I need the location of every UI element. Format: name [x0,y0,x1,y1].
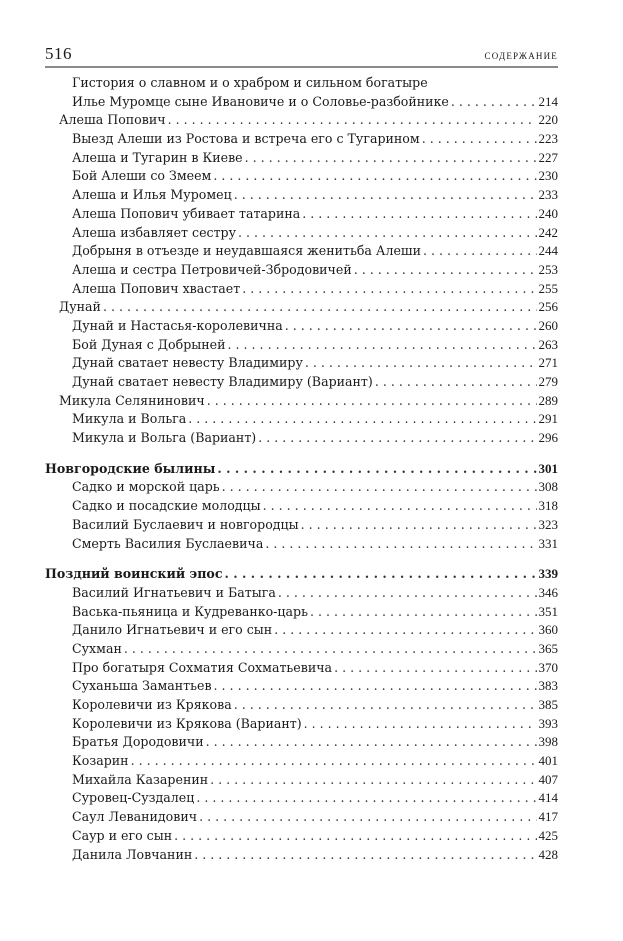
toc-entry[interactable] [45,261,558,280]
toc-entry-page: 393 [538,715,558,731]
toc-entry-page: 260 [538,317,558,333]
toc-entry[interactable] [45,280,558,299]
toc-entry-page: 289 [538,392,558,408]
toc-entry-title: Суровец-Суздалец [72,790,195,806]
toc-entry-title: Василий Буслаевич и новгородцы [72,516,299,532]
toc-entry-title: Михайла Казаренин [72,771,209,787]
toc-entry[interactable] [45,733,558,752]
dot-leader [422,130,537,149]
toc-entry-title: Суханьша Замантьев [72,678,212,694]
toc-entry[interactable] [45,846,558,865]
toc-entry[interactable] [45,205,558,224]
toc-entry-title: Алеша избавляет сестру [72,224,237,240]
toc-entry-page: 365 [538,640,558,656]
toc-entry-title: Козарин [72,753,129,769]
toc-entry-page: 383 [538,678,558,694]
toc-entry-page: 318 [538,498,558,514]
toc-entry-title: Алеша Попович убивает татарина [72,205,301,221]
toc-entry-title: Гистория о славном и о храбром и сильном богатыре [72,75,428,90]
toc-entry[interactable] [45,336,558,355]
toc-entry-page: 296 [538,430,558,446]
dot-leader [103,298,537,317]
dot-leader [354,261,537,280]
toc-entry[interactable] [45,111,558,130]
toc-entry-title: Добрыня в отъезде и неудавшаяся женитьба Алеши [72,243,422,259]
dot-leader [302,205,536,224]
toc-entry[interactable] [45,167,558,186]
dot-leader [334,659,536,678]
toc-entry-page: 271 [538,355,558,371]
toc-section-heading[interactable] [45,460,558,479]
toc-entry[interactable] [45,429,558,448]
dot-leader [206,733,537,752]
toc-entry-title: Саур и его сын [72,827,173,843]
toc-entry-title: Алеша Попович [59,112,166,128]
dot-leader [265,535,536,554]
toc-entry-page: 220 [538,112,558,128]
dot-leader [124,640,537,659]
dot-leader [238,224,536,243]
toc-entry[interactable] [45,677,558,696]
toc-entry-title: Саул Леванидович [72,809,198,825]
toc-entry-page: 227 [538,149,558,165]
dot-leader [301,516,537,535]
toc-entry-title: Алеша Попович хвастает [72,280,241,296]
toc-entry-page: 414 [538,790,558,806]
toc-entry-title: Данило Игнатьевич и его сын [72,622,273,638]
toc-entry-title: Дунай сватает невесту Владимиру (Вариант) [72,374,373,389]
toc-entry[interactable] [45,659,558,678]
dot-leader [310,603,537,622]
toc-entry-page: 428 [538,846,558,862]
toc-entry-title: Королевичи из Крякова [72,697,232,712]
dot-leader [228,336,537,355]
toc-entry-page: 323 [538,516,558,532]
toc-entry[interactable] [45,149,558,168]
toc-entry-title: Про богатыря Сохматия Сохматьевича [72,659,333,675]
toc-entry-page: 233 [538,187,558,203]
toc-entry-title: Дунай [59,299,101,315]
toc-entry-page: 291 [538,411,558,427]
toc-entry[interactable] [45,298,558,317]
toc-entry-title: Дунай сватает невесту Владимиру [72,355,303,371]
toc-entry-page: 407 [538,771,558,787]
toc-section-heading[interactable] [45,565,558,584]
page-header [45,40,558,68]
toc-entry-title: Выезд Алеши из Ростова и встреча его с Тугарином [72,131,420,147]
toc-entry-title: Алеша и сестра Петровичей-Збродовичей [72,261,352,277]
toc-entry-title: Микула и Вольга [72,411,187,427]
toc-entry-title: Королевичи из Крякова (Вариант) [72,715,302,731]
dot-leader [305,354,537,373]
toc-entry-title: Сухман [72,640,122,656]
dot-leader [451,93,537,112]
toc-entry-page: 370 [538,659,558,675]
toc-entry-page: 385 [538,697,558,712]
dot-leader [285,317,537,336]
toc-entry[interactable] [45,752,558,771]
dot-leader [210,771,536,790]
toc-entry[interactable] [45,242,558,261]
toc-entry[interactable] [45,621,558,640]
toc-entry[interactable] [45,410,558,429]
toc-entry-title: Братья Дородовичи [72,734,204,750]
dot-leader [234,696,537,715]
dot-leader [375,373,537,392]
toc-entry[interactable] [45,603,558,622]
toc-entry[interactable] [45,827,558,846]
toc-entry-title: Микула и Вольга (Вариант) [72,430,257,446]
toc-entry-page: 301 [538,460,558,476]
dot-leader [225,565,537,584]
dot-leader [131,752,537,771]
toc-entry-title: Новгородские былины [45,460,216,476]
toc-entry[interactable] [45,715,558,734]
dot-leader [245,149,537,168]
toc-entry[interactable] [45,808,558,827]
toc-entry-page: 253 [538,261,558,277]
toc-entry-page: 339 [538,566,558,582]
dot-leader [278,584,537,603]
toc-entry-page: 417 [538,809,558,825]
dot-leader [207,392,537,411]
dot-leader [213,167,536,186]
toc-entry-title: Бой Дуная с Добрыней [72,336,226,352]
toc-entry-title: Алеша и Тугарин в Киеве [72,149,243,165]
toc-entry[interactable] [45,130,558,149]
toc-entry-page: 401 [538,753,558,769]
toc-entry-page: 351 [538,603,558,619]
dot-leader [263,497,537,516]
toc-entry-page: 244 [538,243,558,259]
toc-entry-title: Бой Алеши со Змеем [72,168,212,184]
table-of-contents [45,74,558,864]
toc-entry-page: 255 [538,280,558,296]
dot-leader [258,429,536,448]
toc-entry[interactable] [45,186,558,205]
toc-entry[interactable] [45,478,558,497]
running-title: содержание [484,47,558,62]
toc-entry[interactable] [45,354,558,373]
toc-entry[interactable] [45,392,558,411]
dot-leader [199,808,536,827]
dot-leader [274,621,536,640]
dot-leader [196,789,536,808]
toc-entry[interactable] [45,535,558,554]
toc-entry-page: 346 [538,584,558,600]
dot-leader [214,677,537,696]
toc-entry[interactable] [45,789,558,808]
toc-entry-title: Алеша и Илья Муромец [72,187,232,203]
toc-entry-title: Садко и морской царь [72,479,220,495]
toc-entry-title: Данила Ловчанин [72,846,193,862]
toc-entry[interactable] [45,516,558,535]
toc-entry-page: 331 [538,535,558,551]
toc-entry[interactable] [45,74,558,93]
toc-entry-page: 242 [538,224,558,240]
toc-entry-title: Дунай и Настасья-королевична [72,317,283,333]
page-number: 516 [45,44,72,63]
toc-entry-page: 214 [538,93,558,109]
toc-entry-title: Илье Муромце сыне Ивановиче и о Соловье-разбойнике [72,93,449,109]
toc-entry[interactable] [45,93,558,112]
dot-leader [423,242,536,261]
toc-entry-title: Садко и посадские молодцы [72,498,261,514]
dot-leader [234,186,537,205]
dot-leader [174,827,536,846]
toc-entry-title: Василий Игнатьевич и Батыга [72,584,276,600]
toc-entry-page: 240 [538,205,558,221]
toc-entry[interactable] [45,497,558,516]
dot-leader [168,111,537,130]
toc-entry-page: 360 [538,622,558,638]
dot-leader [222,478,537,497]
toc-entry-page: 308 [538,479,558,495]
toc-entry-page: 223 [538,131,558,147]
toc-entry[interactable] [45,373,558,392]
toc-entry[interactable] [45,317,558,336]
toc-entry-title: Смерть Василия Буслаевича [72,535,264,551]
toc-entry[interactable] [45,640,558,659]
dot-leader [242,280,536,299]
toc-entry[interactable] [45,771,558,790]
toc-entry-title: Микула Селянинович [59,392,205,408]
dot-leader [188,410,536,429]
toc-entry-page: 263 [538,336,558,352]
toc-entry-page: 230 [538,168,558,184]
dot-leader [304,715,537,734]
toc-entry[interactable] [45,696,558,715]
toc-entry[interactable] [45,224,558,243]
dot-leader [217,460,536,479]
toc-entry-page: 256 [538,299,558,315]
toc-entry-title: Поздний воинский эпос [45,566,223,582]
toc-entry-page: 398 [538,734,558,750]
toc-entry-page: 425 [538,827,558,843]
dot-leader [194,846,536,865]
toc-entry-page: 279 [538,374,558,389]
toc-entry[interactable] [45,584,558,603]
toc-entry-title: Васька-пьяница и Кудреванко-царь [72,603,308,619]
